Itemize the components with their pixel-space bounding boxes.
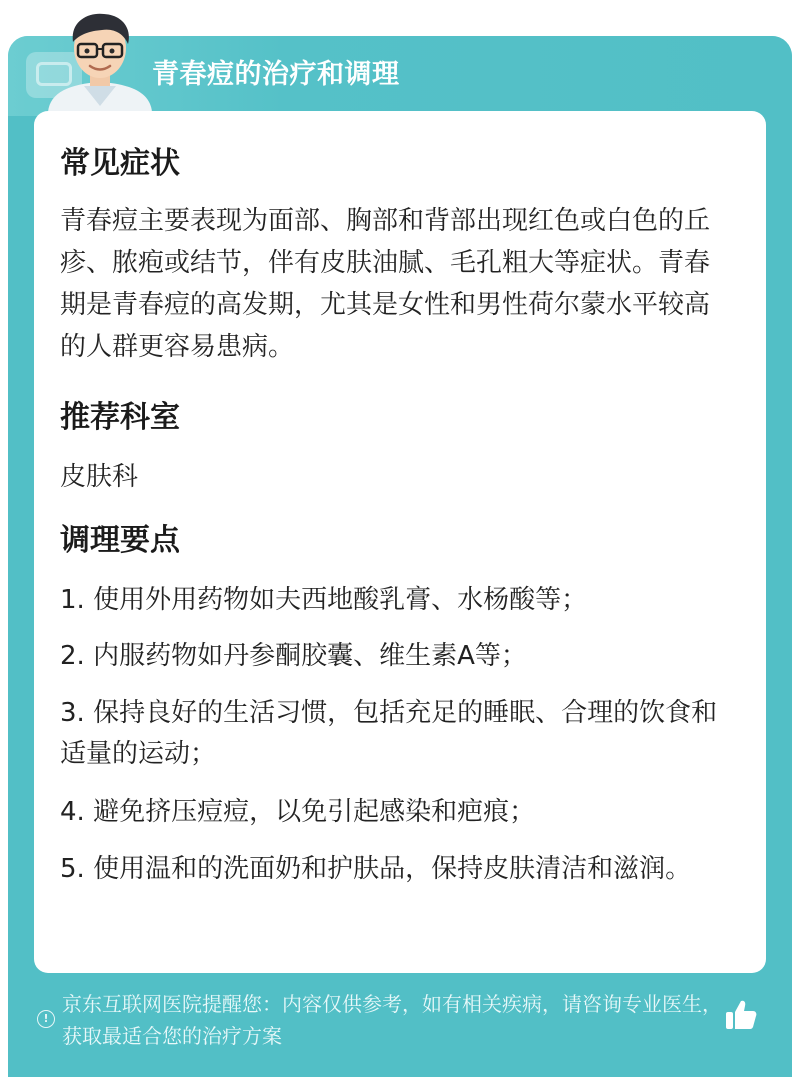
thumbs-up-icon[interactable] <box>724 998 758 1032</box>
department-text: 皮肤科 <box>60 462 139 492</box>
department-heading: 推荐科室 <box>60 400 180 435</box>
care-item: 3. 保持良好的生活习惯，包括充足的睡眠、合理的饮食和适量的运动； <box>60 698 718 769</box>
symptoms-text: 青春痘主要表现为面部、胸部和背部出现红色或白色的丘疹、脓疱或结节，伴有皮肤油腻、毛孔粗大等症状。青春期是青春痘的高发期，尤其是女性和男性荷尔蒙水平较高的人群更容易患病。 <box>60 206 711 362</box>
care-item: 5. 使用温和的洗面奶和护肤品，保持皮肤清洁和滋润。 <box>60 854 692 884</box>
info-icon: ! <box>37 1010 55 1028</box>
doctor-avatar-icon <box>40 6 160 112</box>
care-item: 1. 使用外用药物如夫西地酸乳膏、水杨酸等； <box>60 585 588 615</box>
care-item: 4. 避免挤压痘痘，以免引起感染和疤痕； <box>60 797 536 827</box>
footer-disclaimer: 京东互联网医院提醒您：内容仅供参考，如有相关疾病，请咨询专业医生，获取最适合您的治疗方案 <box>62 992 722 1048</box>
page-title: 青春痘的治疗和调理 <box>152 59 400 90</box>
care-item: 2. 内服药物如丹参酮胶囊、维生素A等； <box>60 641 527 671</box>
symptoms-heading: 常见症状 <box>60 146 180 181</box>
care-heading: 调理要点 <box>60 523 180 558</box>
